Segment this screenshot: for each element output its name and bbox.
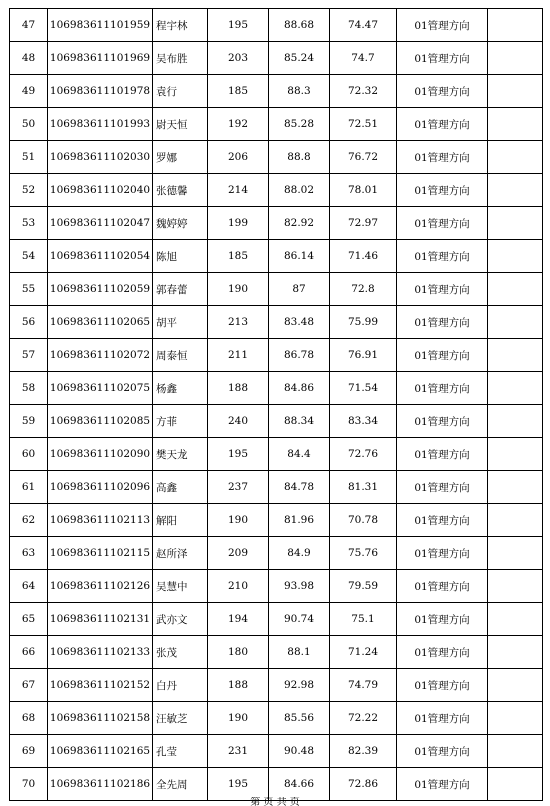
cell-written-score: 190 xyxy=(208,273,269,306)
cell-serial-number: 70 xyxy=(10,768,48,801)
cell-candidate-name: 郭春蕾 xyxy=(153,273,208,306)
cell-remark xyxy=(488,669,543,702)
cell-serial-number: 60 xyxy=(10,438,48,471)
cell-candidate-name: 全先周 xyxy=(153,768,208,801)
cell-remark xyxy=(488,240,543,273)
cell-written-score: 195 xyxy=(208,9,269,42)
cell-serial-number: 55 xyxy=(10,273,48,306)
cell-direction: 01管理方向 xyxy=(397,669,488,702)
cell-direction: 01管理方向 xyxy=(397,339,488,372)
cell-serial-number: 54 xyxy=(10,240,48,273)
cell-direction: 01管理方向 xyxy=(397,504,488,537)
cell-interview-score: 86.14 xyxy=(269,240,330,273)
cell-remark xyxy=(488,570,543,603)
cell-exam-id: 106983611102059 xyxy=(48,273,153,306)
cell-direction: 01管理方向 xyxy=(397,108,488,141)
cell-candidate-name: 白丹 xyxy=(153,669,208,702)
cell-serial-number: 52 xyxy=(10,174,48,207)
cell-total-score: 72.76 xyxy=(330,438,397,471)
cell-interview-score: 88.8 xyxy=(269,141,330,174)
cell-direction: 01管理方向 xyxy=(397,438,488,471)
table-row xyxy=(10,273,543,306)
cell-interview-score: 84.78 xyxy=(269,471,330,504)
cell-interview-score: 85.28 xyxy=(269,108,330,141)
cell-remark xyxy=(488,108,543,141)
cell-total-score: 79.59 xyxy=(330,570,397,603)
cell-serial-number: 50 xyxy=(10,108,48,141)
table-row xyxy=(10,9,543,42)
cell-candidate-name: 武亦文 xyxy=(153,603,208,636)
table-row xyxy=(10,735,543,768)
cell-total-score: 75.99 xyxy=(330,306,397,339)
cell-remark xyxy=(488,636,543,669)
cell-direction: 01管理方向 xyxy=(397,273,488,306)
cell-interview-score: 88.68 xyxy=(269,9,330,42)
cell-direction: 01管理方向 xyxy=(397,471,488,504)
cell-interview-score: 88.02 xyxy=(269,174,330,207)
cell-total-score: 72.51 xyxy=(330,108,397,141)
cell-written-score: 185 xyxy=(208,75,269,108)
table-row xyxy=(10,339,543,372)
cell-interview-score: 81.96 xyxy=(269,504,330,537)
cell-interview-score: 84.66 xyxy=(269,768,330,801)
cell-remark xyxy=(488,42,543,75)
cell-exam-id: 106983611101969 xyxy=(48,42,153,75)
cell-direction: 01管理方向 xyxy=(397,9,488,42)
cell-remark xyxy=(488,504,543,537)
cell-serial-number: 65 xyxy=(10,603,48,636)
cell-total-score: 72.97 xyxy=(330,207,397,240)
table-row xyxy=(10,372,543,405)
cell-candidate-name: 汪敏芝 xyxy=(153,702,208,735)
cell-exam-id: 106983611102131 xyxy=(48,603,153,636)
cell-exam-id: 106983611102040 xyxy=(48,174,153,207)
cell-written-score: 231 xyxy=(208,735,269,768)
cell-exam-id: 106983611102096 xyxy=(48,471,153,504)
table-row xyxy=(10,438,543,471)
cell-interview-score: 88.34 xyxy=(269,405,330,438)
score-table xyxy=(9,8,543,801)
cell-serial-number: 59 xyxy=(10,405,48,438)
cell-exam-id: 106983611102072 xyxy=(48,339,153,372)
cell-written-score: 199 xyxy=(208,207,269,240)
cell-written-score: 188 xyxy=(208,669,269,702)
cell-serial-number: 67 xyxy=(10,669,48,702)
cell-remark xyxy=(488,75,543,108)
cell-candidate-name: 赵所泽 xyxy=(153,537,208,570)
cell-direction: 01管理方向 xyxy=(397,42,488,75)
cell-serial-number: 62 xyxy=(10,504,48,537)
cell-serial-number: 68 xyxy=(10,702,48,735)
cell-serial-number: 64 xyxy=(10,570,48,603)
cell-exam-id: 106983611101993 xyxy=(48,108,153,141)
table-row xyxy=(10,504,543,537)
cell-exam-id: 106983611102090 xyxy=(48,438,153,471)
cell-serial-number: 69 xyxy=(10,735,48,768)
table-row xyxy=(10,570,543,603)
cell-candidate-name: 张德馨 xyxy=(153,174,208,207)
cell-candidate-name: 吴布胜 xyxy=(153,42,208,75)
cell-direction: 01管理方向 xyxy=(397,207,488,240)
cell-written-score: 195 xyxy=(208,438,269,471)
cell-remark xyxy=(488,174,543,207)
cell-serial-number: 66 xyxy=(10,636,48,669)
cell-candidate-name: 周泰恒 xyxy=(153,339,208,372)
cell-exam-id: 106983611102075 xyxy=(48,372,153,405)
cell-serial-number: 61 xyxy=(10,471,48,504)
cell-interview-score: 85.24 xyxy=(269,42,330,75)
cell-remark xyxy=(488,339,543,372)
cell-candidate-name: 袁行 xyxy=(153,75,208,108)
cell-exam-id: 106983611102186 xyxy=(48,768,153,801)
cell-remark xyxy=(488,471,543,504)
cell-total-score: 71.24 xyxy=(330,636,397,669)
table-row xyxy=(10,207,543,240)
cell-exam-id: 106983611102065 xyxy=(48,306,153,339)
table-row xyxy=(10,75,543,108)
cell-interview-score: 93.98 xyxy=(269,570,330,603)
table-row xyxy=(10,537,543,570)
table-row xyxy=(10,42,543,75)
cell-total-score: 74.7 xyxy=(330,42,397,75)
cell-exam-id: 106983611102158 xyxy=(48,702,153,735)
cell-total-score: 74.47 xyxy=(330,9,397,42)
cell-direction: 01管理方向 xyxy=(397,570,488,603)
table-row xyxy=(10,702,543,735)
cell-written-score: 190 xyxy=(208,702,269,735)
cell-direction: 01管理方向 xyxy=(397,603,488,636)
cell-candidate-name: 吴慧中 xyxy=(153,570,208,603)
cell-interview-score: 86.78 xyxy=(269,339,330,372)
cell-candidate-name: 高鑫 xyxy=(153,471,208,504)
cell-remark xyxy=(488,735,543,768)
cell-written-score: 211 xyxy=(208,339,269,372)
cell-interview-score: 92.98 xyxy=(269,669,330,702)
table-row xyxy=(10,636,543,669)
cell-interview-score: 88.3 xyxy=(269,75,330,108)
cell-written-score: 210 xyxy=(208,570,269,603)
cell-written-score: 213 xyxy=(208,306,269,339)
table-row xyxy=(10,174,543,207)
cell-interview-score: 88.1 xyxy=(269,636,330,669)
cell-written-score: 206 xyxy=(208,141,269,174)
cell-direction: 01管理方向 xyxy=(397,174,488,207)
cell-total-score: 82.39 xyxy=(330,735,397,768)
cell-exam-id: 106983611101959 xyxy=(48,9,153,42)
cell-exam-id: 106983611101978 xyxy=(48,75,153,108)
table-row xyxy=(10,471,543,504)
cell-interview-score: 90.74 xyxy=(269,603,330,636)
cell-written-score: 192 xyxy=(208,108,269,141)
cell-serial-number: 57 xyxy=(10,339,48,372)
cell-interview-score: 85.56 xyxy=(269,702,330,735)
cell-total-score: 81.31 xyxy=(330,471,397,504)
cell-direction: 01管理方向 xyxy=(397,141,488,174)
cell-remark xyxy=(488,768,543,801)
cell-written-score: 195 xyxy=(208,768,269,801)
cell-exam-id: 106983611102165 xyxy=(48,735,153,768)
cell-total-score: 74.79 xyxy=(330,669,397,702)
cell-written-score: 237 xyxy=(208,471,269,504)
cell-remark xyxy=(488,207,543,240)
cell-written-score: 190 xyxy=(208,504,269,537)
cell-candidate-name: 杨鑫 xyxy=(153,372,208,405)
cell-interview-score: 84.4 xyxy=(269,438,330,471)
cell-remark xyxy=(488,306,543,339)
cell-candidate-name: 魏婷婷 xyxy=(153,207,208,240)
cell-total-score: 71.46 xyxy=(330,240,397,273)
cell-remark xyxy=(488,405,543,438)
cell-direction: 01管理方向 xyxy=(397,636,488,669)
cell-candidate-name: 陈旭 xyxy=(153,240,208,273)
cell-exam-id: 106983611102054 xyxy=(48,240,153,273)
cell-direction: 01管理方向 xyxy=(397,537,488,570)
cell-written-score: 203 xyxy=(208,42,269,75)
cell-remark xyxy=(488,372,543,405)
cell-serial-number: 56 xyxy=(10,306,48,339)
cell-serial-number: 63 xyxy=(10,537,48,570)
cell-direction: 01管理方向 xyxy=(397,75,488,108)
cell-exam-id: 106983611102133 xyxy=(48,636,153,669)
cell-exam-id: 106983611102126 xyxy=(48,570,153,603)
cell-interview-score: 82.92 xyxy=(269,207,330,240)
cell-direction: 01管理方向 xyxy=(397,702,488,735)
cell-direction: 01管理方向 xyxy=(397,735,488,768)
cell-written-score: 188 xyxy=(208,372,269,405)
cell-serial-number: 58 xyxy=(10,372,48,405)
cell-interview-score: 90.48 xyxy=(269,735,330,768)
table-row xyxy=(10,108,543,141)
cell-candidate-name: 孔莹 xyxy=(153,735,208,768)
cell-candidate-name: 罗娜 xyxy=(153,141,208,174)
cell-serial-number: 51 xyxy=(10,141,48,174)
cell-candidate-name: 解阳 xyxy=(153,504,208,537)
cell-written-score: 240 xyxy=(208,405,269,438)
cell-total-score: 76.91 xyxy=(330,339,397,372)
cell-total-score: 72.22 xyxy=(330,702,397,735)
cell-written-score: 209 xyxy=(208,537,269,570)
table-body xyxy=(10,9,543,801)
cell-direction: 01管理方向 xyxy=(397,405,488,438)
cell-direction: 01管理方向 xyxy=(397,306,488,339)
table-row xyxy=(10,768,543,801)
table-row xyxy=(10,306,543,339)
cell-remark xyxy=(488,603,543,636)
cell-remark xyxy=(488,273,543,306)
cell-direction: 01管理方向 xyxy=(397,372,488,405)
cell-total-score: 72.86 xyxy=(330,768,397,801)
cell-serial-number: 47 xyxy=(10,9,48,42)
cell-total-score: 72.32 xyxy=(330,75,397,108)
cell-exam-id: 106983611102115 xyxy=(48,537,153,570)
cell-interview-score: 84.86 xyxy=(269,372,330,405)
cell-exam-id: 106983611102030 xyxy=(48,141,153,174)
table-row xyxy=(10,141,543,174)
table-row xyxy=(10,240,543,273)
cell-exam-id: 106983611102085 xyxy=(48,405,153,438)
cell-serial-number: 53 xyxy=(10,207,48,240)
cell-interview-score: 87 xyxy=(269,273,330,306)
cell-total-score: 70.78 xyxy=(330,504,397,537)
table-row xyxy=(10,405,543,438)
cell-interview-score: 83.48 xyxy=(269,306,330,339)
cell-total-score: 75.76 xyxy=(330,537,397,570)
cell-remark xyxy=(488,9,543,42)
cell-written-score: 214 xyxy=(208,174,269,207)
cell-candidate-name: 张茂 xyxy=(153,636,208,669)
cell-candidate-name: 樊天龙 xyxy=(153,438,208,471)
table-row xyxy=(10,603,543,636)
cell-total-score: 83.34 xyxy=(330,405,397,438)
cell-total-score: 72.8 xyxy=(330,273,397,306)
cell-remark xyxy=(488,438,543,471)
cell-total-score: 71.54 xyxy=(330,372,397,405)
cell-remark xyxy=(488,537,543,570)
page-footer: 第 页 共 页 xyxy=(250,797,300,806)
cell-remark xyxy=(488,141,543,174)
cell-total-score: 76.72 xyxy=(330,141,397,174)
cell-candidate-name: 胡平 xyxy=(153,306,208,339)
table-row xyxy=(10,669,543,702)
cell-candidate-name: 尉天恒 xyxy=(153,108,208,141)
cell-serial-number: 49 xyxy=(10,75,48,108)
cell-written-score: 180 xyxy=(208,636,269,669)
cell-remark xyxy=(488,702,543,735)
cell-written-score: 185 xyxy=(208,240,269,273)
cell-exam-id: 106983611102152 xyxy=(48,669,153,702)
cell-total-score: 78.01 xyxy=(330,174,397,207)
cell-exam-id: 106983611102047 xyxy=(48,207,153,240)
cell-interview-score: 84.9 xyxy=(269,537,330,570)
cell-exam-id: 106983611102113 xyxy=(48,504,153,537)
cell-direction: 01管理方向 xyxy=(397,240,488,273)
cell-candidate-name: 方菲 xyxy=(153,405,208,438)
cell-direction: 01管理方向 xyxy=(397,768,488,801)
cell-candidate-name: 程宇林 xyxy=(153,9,208,42)
cell-serial-number: 48 xyxy=(10,42,48,75)
cell-written-score: 194 xyxy=(208,603,269,636)
cell-total-score: 75.1 xyxy=(330,603,397,636)
